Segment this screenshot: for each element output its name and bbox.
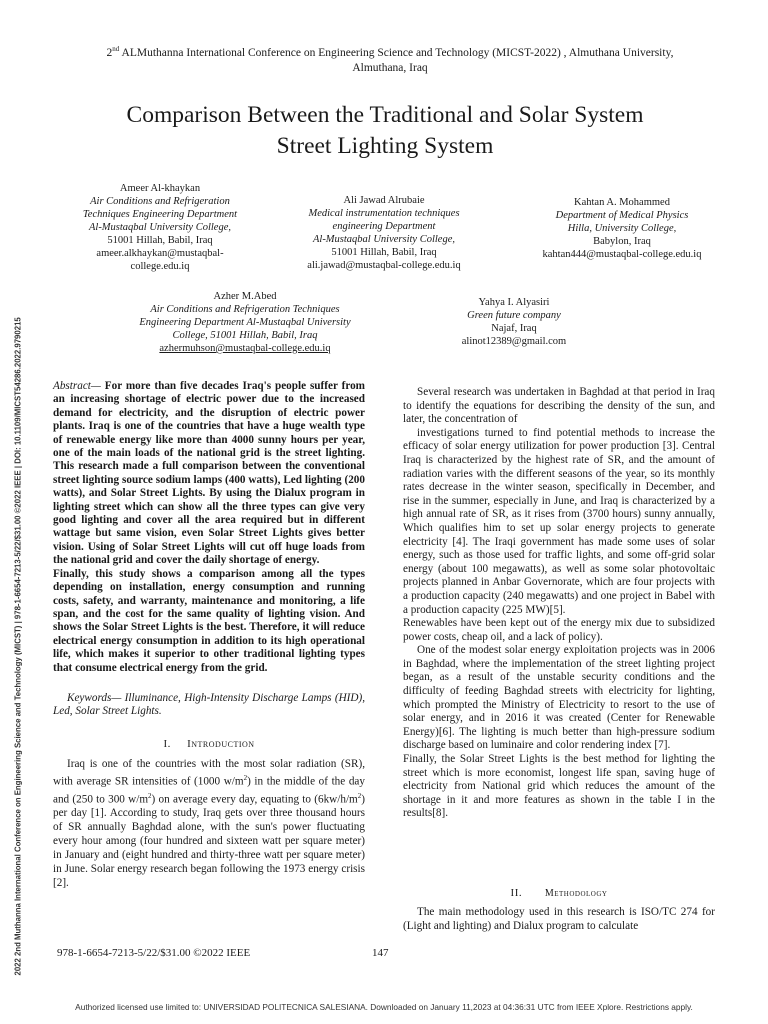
authorization-notice: Authorized licensed use limited to: UNIVERSIDAD POLITECNICA SALESIANA. Downloaded on January 11,2023 at 04:36:31 UTC from IEEE Xplore. Restrictions apply.: [75, 1002, 693, 1012]
author-email: ali.jawad@mustaqbal-college.edu.iq: [307, 260, 461, 271]
author-affiliation: engineering Department: [332, 221, 436, 232]
intro-text: ) on average every day, equating to (6kw/h/m: [151, 793, 358, 806]
conference-line2: Almuthana, Iraq: [352, 61, 428, 74]
author-3: [512, 196, 732, 261]
introduction-paragraph: [53, 757, 365, 890]
abstract-text-1: For more than five decades Iraq's people suffer from an increasing shortage of electric power due to the increased demand for electricity, and the disruption of electric power plants. Iraq is one of the countries that have a huge wealth type of renewable energy like more than 4000 sunny hours per year, one of the main loads of the national grid is the street lighting. This research made a full comparison between the conventional street lighting source sodium lamps (400 watts), Led lighting (200 watts), and Solar Street Lights. By using the Dialux program in lighting street which can show all the three types can give very good lighting and cover all the area required but in different wattage but same vision, even Solar Street Lights gives better vision. Using of Solar Street Lights will cut off huge loads from the national grid and cover the daily shortage of energy.: [53, 380, 365, 567]
abstract-dash: —: [90, 380, 101, 392]
intro-text: Iraq is one of the countries with the most solar radiation (SR), with average SR intensities of (1000 w/m: [53, 758, 365, 788]
superscript: 2: [357, 791, 362, 800]
paragraph: Finally, the Solar Street Lights is the best method for lighting the street which is more economist, longest life span, saving huge of electricity from National grid which reduces the amount of the shortage in it and more features as shown in the table I in the results[8].: [403, 753, 715, 820]
superscript: 2: [148, 791, 152, 800]
title-line2: Street Lighting System: [276, 133, 494, 159]
paper-title: [40, 100, 730, 162]
abstract: [53, 380, 365, 675]
author-affiliation: Al-Mustaqbal University College,: [312, 234, 456, 245]
author-name: Ali Jawad Alrubaie: [343, 195, 425, 206]
author-name: Yahya I. Alyasiri: [478, 297, 550, 308]
author-1: [60, 182, 260, 273]
author-email: ameer.alkhaykan@mustaqbal-: [96, 248, 224, 259]
section-title: Methodology: [544, 888, 608, 899]
paragraph: investigations turned to find potential methods to increase the efficacy of solar energy utilization for power production [3]. Central Iraq is characterized by the highest rate of SR, and the amount of radiation varies with the different seasons of the year, so its monthly rates decrease in the winter season, specifically in December, and rise in the summer, especially in June, and Iraq is characterized by a high annual rate of SR, as it rises from (3700 hours) sunny annually, Which qualifies him to set up solar energy projects to generate electricity [4]. The Iraqi government has made some uses of solar energy, such as those used for traffic lights, and some off-grid solar energy (about 100 megawatts), as well as some solar photovoltaic projects planned in Anbar Governorate, which are four projects with a production capacity (240 megawatts) and one project in Babel with a production capacity (225 MW)[5].: [403, 426, 715, 616]
author-location: 51001 Hillah, Babil, Iraq: [331, 247, 437, 258]
abstract-text-2: Finally, this study shows a comparison among all the types depending on installation, energy consumption and running costs, safety, and warranty, maintenance and monitoring, a life span, and the cost for the same quality of lighting vision. And shows the Solar Street Lights is the best. Therefore, it will reduce electrical energy consumption in addition to its high operational life, which makes it superior to other traditional lighting types that consume electrical energy from the grid.: [53, 567, 365, 674]
title-line1: Comparison Between the Traditional and Solar System: [126, 102, 644, 128]
paragraph: The main methodology used in this research is ISO/TC 274 for (Light and lighting) and Dialux program to calculate: [403, 906, 715, 932]
conference-number: 2: [106, 46, 113, 59]
paragraph: Several research was undertaken in Baghdad at that period in Iraq to identify the equations for describing the density of the sun, and later, the concentration of: [403, 386, 715, 426]
author-affiliation: Techniques Engineering Department: [82, 209, 238, 220]
author-email: alinot12389@gmail.com: [461, 336, 567, 347]
conference-line1: ALMuthanna International Conference on Engineering Science and Technology (MICST-2022) , Almuthana University,: [119, 46, 674, 59]
section-title: Introduction: [187, 738, 255, 750]
section-number: I.: [163, 738, 171, 750]
page-number: 147: [372, 947, 389, 959]
author-affiliation: College, 51001 Hillah, Babil, Iraq: [172, 330, 318, 341]
superscript: 2: [243, 774, 248, 782]
author-name: Kahtan A. Mohammed: [574, 197, 670, 208]
keywords: [53, 692, 365, 719]
intro-text: ) in the middle of the day and (250 to 300 w/m: [53, 775, 365, 806]
paragraph: One of the modest solar energy exploitation projects was in 2006 in Baghdad, where the implementation of the street lighting project began, as a result of the unstable security conditions and the difficulty of feeding Baghdad streets with electricity for lighting, which prompted the Ministry of Electricity to resort to the use of solar energy, and in 2016 it was created (Center for Renewable Energy)[6]. The lighting is much better than high-pressure sodium discharge based on luminaire and color rendering index [7].: [403, 644, 715, 752]
author-2: [286, 194, 482, 272]
author-email: college.edu.iq: [130, 261, 190, 272]
author-name: Azher M.Abed: [213, 291, 277, 302]
author-location: Najaf, Iraq: [491, 323, 537, 334]
author-affiliation: Department of Medical Physics: [555, 210, 689, 221]
author-affiliation: Engineering Department Al-Mustaqbal University: [139, 317, 351, 328]
author-5: [414, 296, 614, 348]
right-column: [403, 386, 715, 821]
keywords-label: Keywords: [67, 692, 112, 704]
author-email[interactable]: azhermuhson@mustaqbal-college.edu.iq: [159, 343, 331, 354]
author-location: 51001 Hillah, Babil, Iraq: [107, 235, 213, 246]
author-affiliation: Medical instrumentation techniques: [308, 208, 460, 219]
conference-header: [40, 42, 740, 76]
section-heading-introduction: [53, 738, 365, 750]
author-affiliation: Al-Mustaqbal University College,: [88, 222, 232, 233]
author-location: Babylon, Iraq: [593, 236, 651, 247]
sidebar-citation: 2022 2nd Muthanna International Conference on Engineering Science and Technology (MICST) | 978-1-6654-7213-5/22/$31.00 ©2022 IEEE | DOI: 10.1109/MICST54286.2022.9790215: [13, 317, 23, 976]
author-name: Ameer Al-khaykan: [119, 183, 201, 194]
author-email: kahtan444@mustaqbal-college.edu.iq: [542, 249, 702, 260]
author-affiliation: Green future company: [467, 310, 561, 321]
author-affiliation: Air Conditions and Refrigeration Techniques: [150, 304, 340, 315]
paragraph: Renewables have been kept out of the energy mix due to subsidized power costs, cheap oil, and a lack of policy).: [403, 617, 715, 643]
intro-text: ) per day [1]. According to study, Iraq gets over three thousand hours of SR annually Baghdad alone, with the sun's power fluctuating every hour among (four hundred and sixteen watt per square meter) in January and (eight hundred and thirty-three watt per square meter) in June. Solar energy research began following the 1973 energy crisis [2].: [53, 793, 365, 890]
conference-ordinal: nd: [112, 45, 120, 53]
author-4: [112, 290, 378, 355]
author-affiliation: Hilla, University College,: [567, 223, 677, 234]
abstract-label: Abstract: [53, 380, 91, 392]
section-number: II.: [510, 887, 523, 899]
section-heading-methodology: [403, 887, 715, 899]
methodology-paragraph: [403, 905, 715, 933]
author-affiliation: Air Conditions and Refrigeration: [90, 196, 230, 207]
footer-isbn: 978-1-6654-7213-5/22/$31.00 ©2022 IEEE: [57, 947, 251, 959]
keywords-text: — Illuminance, High-Intensity Discharge Lamps (HID), Led, Solar Street Lights.: [53, 692, 365, 718]
